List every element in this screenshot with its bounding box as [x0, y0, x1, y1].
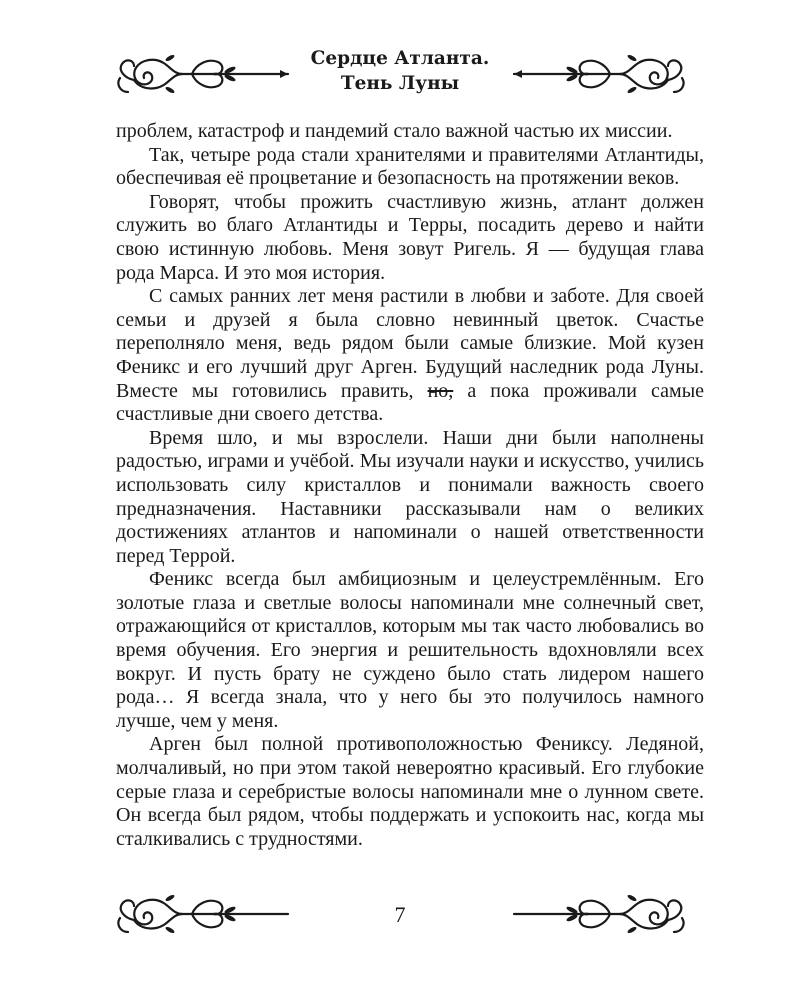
paragraph-text: а пока проживали самые счастливые дни своего детства. — [116, 379, 705, 426]
paragraph: Время шло, и мы взрослели. Наши дни были наполнены радостью, играми и учёбой. Мы изучали науки и искусство, учились использовать силу кристаллов и понимали важность своего предназначения. Наставники рассказывали нам о великих достижениях атлантов и напоминали о нашей ответственности перед Террой. — [116, 426, 704, 567]
paragraph: проблем, катастроф и пандемий стало важной частью их миссии. — [116, 120, 673, 142]
running-title — [300, 46, 500, 96]
paragraph-text: С самых ранних лет меня растили в любви и заботе. Для своей семьи и друзей я была словно невинный цветок. Счастье переполняло меня, ведь рядом были самые близкие. Мой кузен Феникс и его лучший друг Арген. Будущий наследник рода Луны. Вместе мы готовились править, — [116, 285, 704, 402]
struck-text: но, — [427, 379, 454, 402]
flourish-ornament-icon — [112, 48, 292, 100]
running-header — [0, 38, 800, 108]
flourish-ornament-icon — [510, 48, 690, 100]
paragraph: Так, четыре рода стали хранителями и правителями Атлантиды, обеспечивая её процветание и безопасность на протяжении веков. — [116, 143, 704, 190]
paragraph — [116, 285, 704, 427]
body-text — [116, 120, 704, 851]
flourish-ornament-icon — [112, 888, 292, 940]
title-line-2: Тень Луны — [340, 73, 460, 94]
flourish-ornament-icon — [510, 888, 690, 940]
paragraph: Говорят, чтобы прожить счастливую жизнь, атлант должен служить во благо Атлантиды и Терры, посадить дерево и найти свою истинную любовь. Меня зовут Ригель. Я — будущая глава рода Марса. И это моя история. — [116, 190, 704, 284]
paragraph: Арген был полной противоположностью Фениксу. Ледяной, молчаливый, но при этом такой невероятно красивый. Его глубокие серые глаза и серебристые волосы напоминали мне о лунном свете. Он всегда был рядом, чтобы поддержать и успокоить нас, когда мы сталкивались с трудностями. — [116, 733, 704, 850]
paragraph: Феникс всегда был амбициозным и целеустремлённым. Его золотые глаза и светлые волосы напоминали мне солнечный свет, отражающийся от кристаллов, которым мы так часто любовались во время обучения. Его энергия и решительность вдохновляли всех вокруг. И пусть брату не суждено было стать лидером нашего рода… Я всегда знала, что у него бы это получилось намного лучше, чем у меня. — [116, 568, 704, 732]
title-line-1: Сердце Атланта. — [310, 48, 490, 69]
page-number: 7 — [394, 902, 406, 927]
